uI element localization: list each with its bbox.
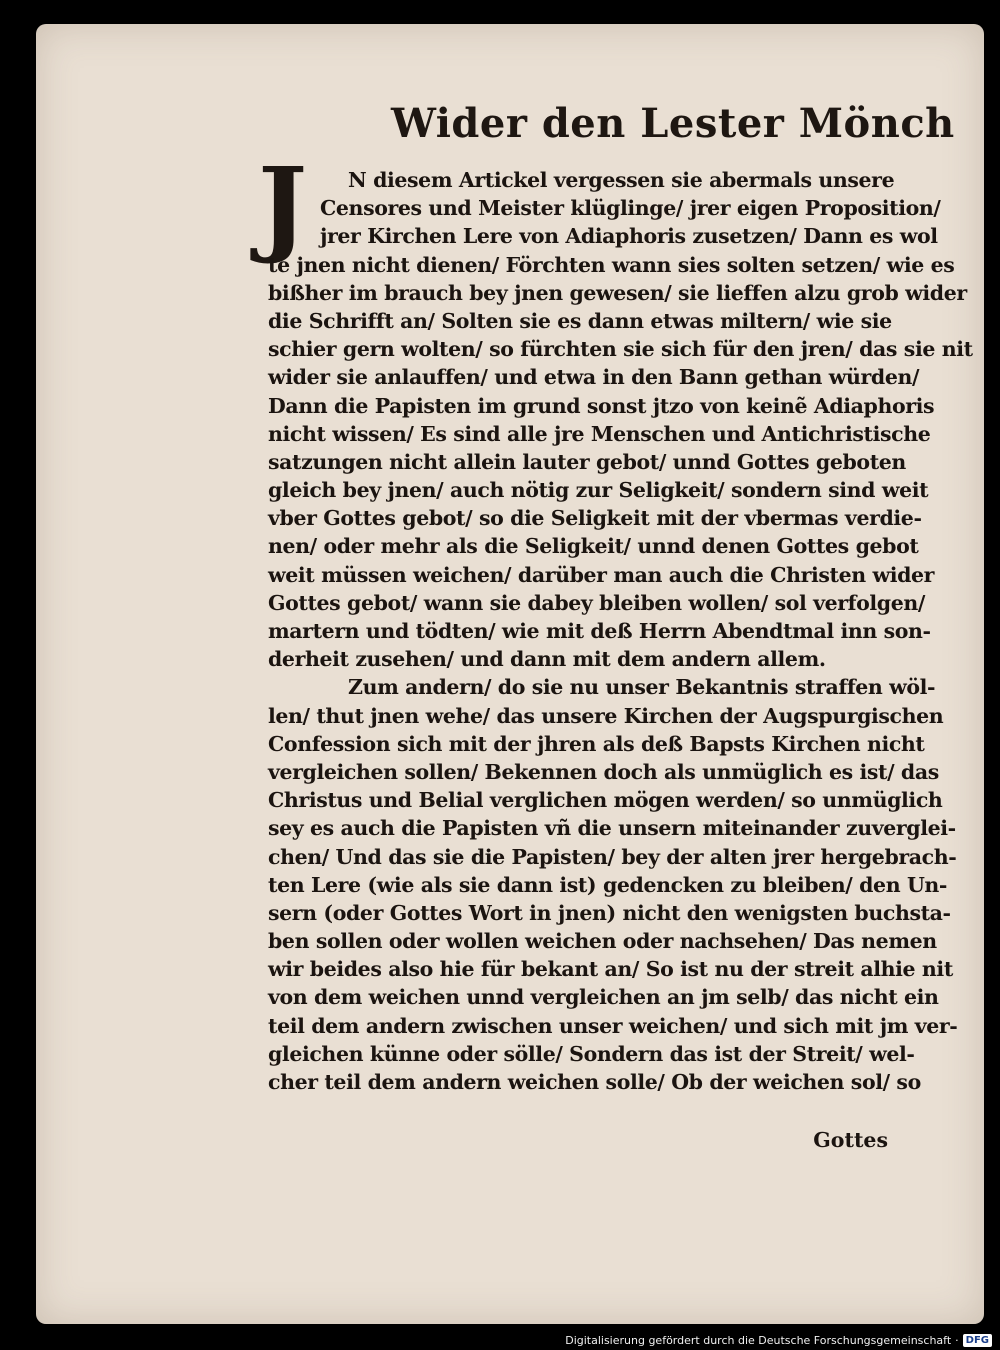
dfg-logo-icon: DFG [963, 1334, 992, 1347]
text-line: teil dem andern zwischen unser weichen/ und sich mit jm ver- [268, 1013, 958, 1038]
text-line: vergleichen sollen/ Bekennen doch als unmüglich es ist/ das [268, 759, 939, 784]
text-line: wir beides also hie für bekant an/ So ist nu der streit alhie nit [268, 957, 953, 982]
text-line: Confession sich mit der jhren als deß Bapsts Kirchen nicht [268, 731, 925, 756]
text-line: Dann die Papisten im grund sonst jtzo von keinẽ Adiaphoris [268, 393, 935, 418]
text-line: Gottes gebot/ wann sie dabey bleiben wollen/ sol verfolgen/ [268, 590, 925, 615]
text-line: ben sollen oder wollen weichen oder nachsehen/ Das nemen [268, 929, 937, 954]
text-line: nen/ oder mehr als die Seligkeit/ unnd denen Gottes gebot [268, 534, 919, 559]
text-line: derheit zusehen/ und dann mit dem andern allem. [268, 647, 826, 672]
separator-dot: · [955, 1334, 959, 1347]
text-line: von dem weichen unnd vergleichen an jm selb/ das nicht ein [268, 985, 939, 1010]
credit-text: Digitalisierung gefördert durch die Deutsche Forschungsgemeinschaft [565, 1334, 952, 1347]
text-line: jrer Kirchen Lere von Adiaphoris zusetzen/ Dann es wol [320, 224, 938, 249]
text-line: die Schrifft an/ Solten sie es dann etwas miltern/ wie sie [268, 308, 892, 333]
text-line: Zum andern/ do sie nu unser Bekantnis straffen wöl- [348, 675, 936, 700]
text-line: Christus und Belial verglichen mögen werden/ so unmüglich [268, 788, 943, 813]
text-line: Censores und Meister klüglinge/ jrer eigen Proposition/ [320, 196, 941, 221]
text-line: gleichen künne oder sölle/ Sondern das ist der Streit/ wel- [268, 1041, 915, 1066]
text-line: sey es auch die Papisten vñ die unsern miteinander zuverglei- [268, 816, 956, 841]
text-line: ten Lere (wie als sie dann ist) gedencken zu bleiben/ den Un- [268, 872, 948, 897]
text-line: vber Gottes gebot/ so die Seligkeit mit der vbermas verdie- [268, 506, 922, 531]
text-line: len/ thut jnen wehe/ das unsere Kirchen der Augspurgischen [268, 703, 944, 728]
running-header: Wider den Lester Mönch [391, 100, 955, 147]
text-line: cher teil dem andern weichen solle/ Ob der weichen sol/ so [268, 1070, 921, 1094]
text-line: martern und tödten/ wie mit deß Herrn Abendtmal inn son- [268, 619, 931, 643]
text-line: gleich bey jnen/ auch nötig zur Seligkeit/ sondern sind weit [268, 478, 929, 503]
text-line: schier gern wolten/ so fürchten sie sich für den jren/ das sie nit [268, 337, 973, 362]
text-line: chen/ Und das sie die Papisten/ bey der alten jrer hergebrach- [268, 844, 957, 869]
book-page [36, 24, 984, 1324]
footer-credit [565, 1334, 992, 1347]
text-line: satzungen nicht allein lauter gebot/ unnd Gottes geboten [268, 449, 906, 474]
text-line: N diesem Artickel vergessen sie abermals unsere [348, 168, 895, 192]
drop-cap: J [258, 144, 308, 267]
text-line: weit müssen weichen/ darüber man auch die Christen wider [268, 562, 935, 587]
text-line: bißher im brauch bey jnen gewesen/ sie lieffen alzu grob wider [268, 280, 967, 305]
text-line: nicht wissen/ Es sind alle jre Menschen und Antichristische [268, 421, 931, 446]
text-line: te jnen nicht dienen/ Förchten wann sies solten setzen/ wie es [268, 252, 955, 277]
text-line: wider sie anlauffen/ und etwa in den Bann gethan würden/ [268, 365, 920, 390]
text-line: sern (oder Gottes Wort in jnen) nicht den wenigsten buchsta- [268, 900, 951, 925]
text-block [268, 166, 973, 1096]
catchword: Gottes [813, 1128, 888, 1152]
